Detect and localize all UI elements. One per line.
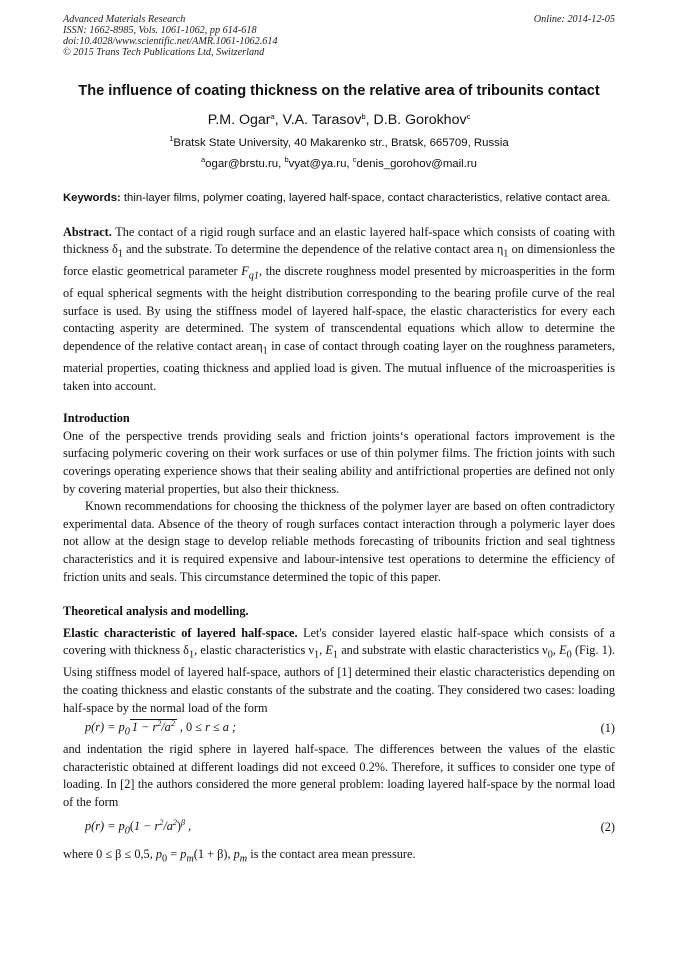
author-name: D.B. Gorokhov <box>373 112 467 128</box>
section-heading: Theoretical analysis and modelling. <box>63 604 249 619</box>
equation-number: (2) <box>600 819 615 834</box>
online-date: Online: 2014-12-05 <box>533 14 615 25</box>
keywords-text: thin-layer films, polymer coating, layered half-space, contact characteristics, relative contact area. <box>123 192 611 204</box>
author-name: V.A. Tarasov <box>282 112 362 128</box>
theory-section <box>63 603 615 867</box>
paragraph: Elastic characteristic of layered half-space. Let's consider layered elastic half-space which consists of a covering with thickness $\delta_1$, elastic characteristics $\nu_1$, $E_1$ and substrate with elastic characteristics $\nu_0$, $E_0$ (Fig. 1). Using stiffness model of layered half-space, authors of [1] determined their elastic characteristics depending on the coating thickness and elastic constants of the substrate and the coating. They considered two cases: loading half-space by the normal load of the form <box>63 625 616 715</box>
affiliation: $^1$Bratsk State University, 40 Makarenko str., Bratsk, 665709, Russia <box>169 134 509 149</box>
equation-1: $p(r) = p_0$ $1 - r^2/a^2$ , 0 ≤ r ≤ a ; (1) <box>85 719 615 738</box>
paragraph: and indentation the rigid sphere in layered half-space. The differences between the values of the elastic characteristic obtained at different loadings did not exceed 0.2%. Therefore, it suffices to consider one type of loading. In [2] the authors considered the more general problem: loading layered half-space by the normal load of the form <box>63 742 615 809</box>
author-name: P.M. Ogar <box>207 112 271 128</box>
email-link[interactable]: denis_gorohov@mail.ru <box>356 158 478 170</box>
equation-number: (1) <box>600 721 615 736</box>
paper-title: The influence of coating thickness on the relative area of tribounits contact <box>78 83 600 99</box>
abstract: Abstract. The contact of a rigid rough surface and an elastic layered half-space which consists of coating with thickness $\delta_1$ and the substrate. To determine the dependence of the relative contact area $\eta_1$ on dimensionless the force elastic geometrical parameter $F_{q1}$, the discrete roughness model presented by microasperities in the form of equal spherical segments with the height distribution corresponding to the bearing profile curve of the real surface is used. By using the stiffness model of layered half-space, the elastic characteristics for every each contacting asperity are determined. The system of transcendental equations which allow to determine the dependence of the relative contact areaη$_1$ in case of contact through coating layer on the roughness parameters, material properties, coating thickness and applied load is given. The mutual influence of the microasperities is taken into account. <box>63 224 616 393</box>
doi-line: doi:10.4028/www.scientific.net/AMR.1061-1062.614 <box>63 36 278 47</box>
paper-page <box>63 14 615 868</box>
introduction-section <box>63 410 615 586</box>
paragraph: Known recommendations for choosing the thickness of the polymer layer are based on often contradictory experimental data. Absence of the theory of rough surfaces contact interaction through a polymeric layer does not allow at the design stage to develop reliable methods forecasting of tribounits friction and seal tightness characteristics and it is required expensive and labour-intensive test operations to determine the efficiency of friction units and seals. This circumstance determined the topic of this paper. <box>63 499 615 584</box>
paragraph: where 0 ≤ β ≤ 0,5, $p_0 = p_m(1 + \beta)$, $p_m$ is the contact area mean pressure. <box>63 846 416 864</box>
author-emails: $^a$ogar@brstu.ru, $^b$vyat@ya.ru, $^c$denis_gorohov@mail.ru <box>200 155 478 170</box>
copyright-line: © 2015 Trans Tech Publications Ltd, Switzerland <box>63 47 265 58</box>
author-list: P.M. Ogar$^a$, V.A. Tarasov$^b$, D.B. Gorokhov$^c$ <box>207 112 471 128</box>
journal-name: Advanced Materials Research <box>63 14 186 25</box>
abstract-label: Abstract. <box>63 224 112 239</box>
section-heading: Introduction <box>63 411 130 426</box>
issn-line: ISSN: 1662-8985, Vols. 1061-1062, pp 614-618 <box>63 25 257 36</box>
keywords-label: Keywords: <box>63 192 121 204</box>
paragraph: One of the perspective trends providing seals and friction joints‘s operational factors improvement is the surfacing polymeric covering on their work surfaces or use of thin polymer films. The friction joints with such coverings operating experience shows that their sealing ability and antifrictional properties are defined not only by covering material properties, but also their thickness. <box>63 428 615 496</box>
equation-2: $p(r) = p_0(1 - r^2/a^2)^\beta$ , (2) <box>85 817 615 836</box>
email-link[interactable]: ogar@brstu.ru, <box>205 158 282 170</box>
keywords <box>63 191 615 206</box>
email-link[interactable]: vyat@ya.ru, <box>288 158 350 170</box>
journal-header <box>63 14 615 58</box>
